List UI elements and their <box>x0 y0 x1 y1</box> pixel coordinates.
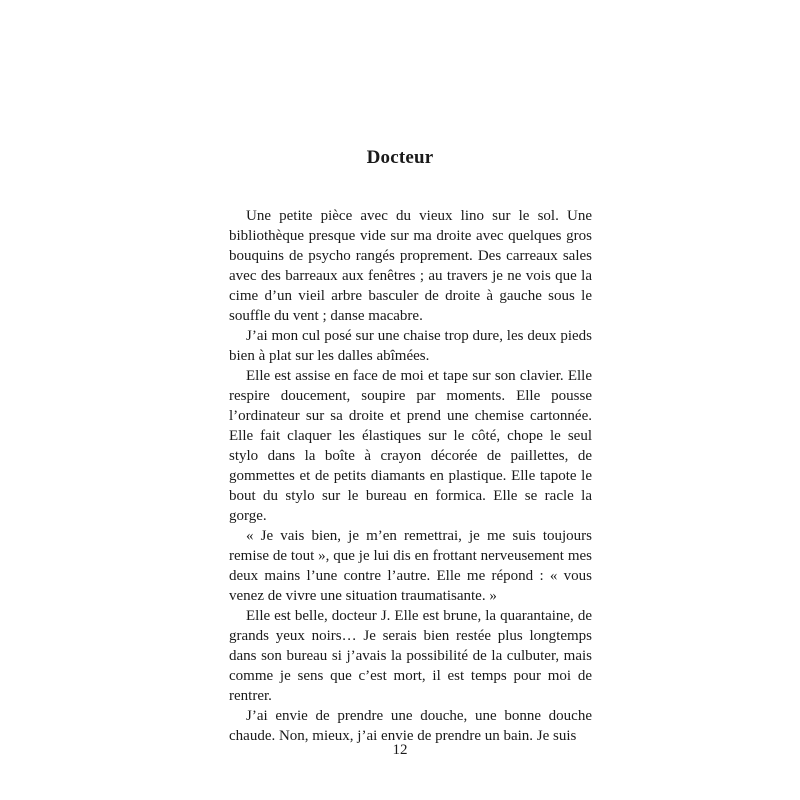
paragraph-2: J’ai mon cul posé sur une chaise trop dure, les deux pieds bien à plat sur les dalles abîmées. <box>229 328 592 364</box>
paragraph-1: Une petite pièce avec du vieux lino sur le sol. Une bibliothèque presque vide sur ma droite avec quelques gros bouquins de psycho rangés proprement. Des carreaux sales avec des barreaux aux fenêtres ; au travers je ne vois que la cime d’un vieil arbre basculer de droite à gauche sous le souffle du vent ; danse macabre. <box>229 208 592 324</box>
paragraph-4: « Je vais bien, je m’en remettrai, je me suis toujours remise de tout », que je lui dis en frottant nerveusement mes deux mains l’une contre l’autre. Elle me répond : « vous venez de vivre une situation traumatisante. » <box>229 528 592 604</box>
paragraph-6: J’ai envie de prendre une douche, une bonne douche chaude. Non, mieux, j’ai envie de prendre un bain. Je suis <box>229 708 592 744</box>
paragraph-5: Elle est belle, docteur J. Elle est brune, la quarantaine, de grands yeux noirs… Je serais bien restée plus longtemps dans son bureau si j’avais la possibilité de la culbuter, mais comme je sens que c’est mort, il est temps pour moi de rentrer. <box>229 608 592 704</box>
chapter-title: Docteur <box>366 147 434 168</box>
page-number: 12 <box>392 742 408 758</box>
paragraph-3: Elle est assise en face de moi et tape sur son clavier. Elle respire doucement, soupire par moments. Elle pousse l’ordinateur sur sa droite et prend une chemise cartonnée. Elle fait claquer les élastiques sur le côté, chope le seul stylo dans la boîte à crayon décorée de paillettes, de gommettes et de petits diamants en plastique. Elle tapote le bout du stylo sur le bureau en formica. Elle se racle la gorge. <box>229 368 592 524</box>
chapter-body <box>229 206 592 746</box>
